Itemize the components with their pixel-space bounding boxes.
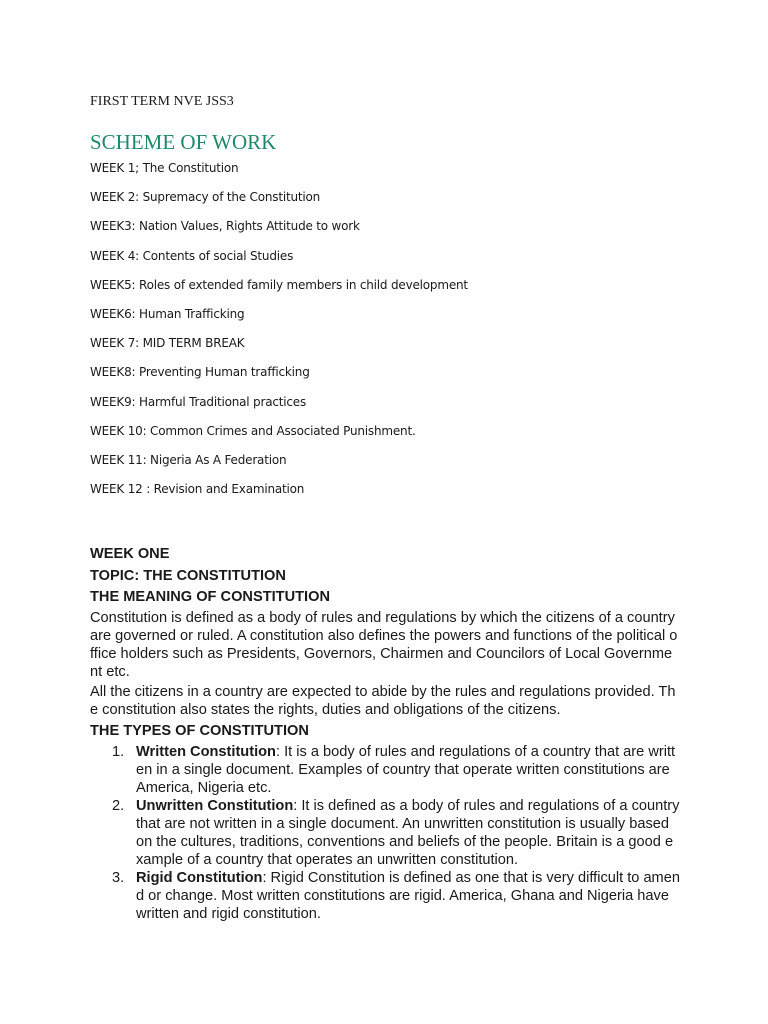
- term-label: Unwritten Constitution: [136, 798, 294, 814]
- types-heading: THE TYPES OF CONSTITUTION: [90, 722, 309, 739]
- list-number: 3.: [112, 870, 125, 886]
- document-header: FIRST TERM NVE JSS3: [90, 94, 234, 109]
- scheme-item: WEEK 11: Nigeria As A Federation: [90, 452, 287, 467]
- scheme-of-work-list: [90, 158, 468, 508]
- scheme-item: WEEK6: Human Trafficking: [90, 306, 245, 321]
- list-item: [90, 869, 680, 923]
- scheme-item: WEEK 1; The Constitution: [90, 161, 239, 175]
- scheme-item: WEEK 2: Supremacy of the Constitution: [90, 190, 321, 205]
- scheme-item: WEEK 10: Common Crimes and Associated Punishment.: [90, 423, 416, 438]
- scheme-of-work-title: SCHEME OF WORK: [90, 130, 277, 154]
- types-of-constitution-list: [90, 743, 680, 923]
- scheme-item: WEEK 7: MID TERM BREAK: [90, 336, 245, 351]
- meaning-heading: THE MEANING OF CONSTITUTION: [90, 589, 330, 605]
- topic-heading: TOPIC: THE CONSTITUTION: [90, 567, 286, 584]
- scheme-item: WEEK3: Nation Values, Rights Attitude to work: [90, 219, 360, 234]
- meaning-paragraph: All the citizens in a country are expected to abide by the rules and regulations provided. The constitution also states the rights, duties and obligations of the citizens.: [90, 683, 676, 718]
- week-heading: WEEK ONE: [90, 546, 170, 562]
- scheme-item: WEEK9: Harmful Traditional practices: [90, 394, 307, 409]
- scheme-item: WEEK5: Roles of extended family members in child development: [90, 277, 468, 292]
- term-label: Rigid Constitution: [136, 870, 263, 886]
- list-item: [90, 743, 680, 797]
- scheme-item: WEEK 12 : Revision and Examination: [90, 482, 305, 497]
- list-item: [90, 797, 680, 869]
- scheme-item: WEEK 4: Contents of social Studies: [90, 248, 294, 263]
- term-definition: : It is defined as a body of rules and regulations of a country that are not written in a single document. An unwritten constitution is usually based on the cultures, traditions, conventions and beliefs of the people. Britain is a good example of a country that operates an unwritten constitution.: [136, 798, 680, 868]
- scheme-item: WEEK8: Preventing Human trafficking: [90, 365, 310, 380]
- list-number: 2.: [112, 798, 125, 814]
- meaning-paragraph: Constitution is defined as a body of rules and regulations by which the citizens of a country are governed or ruled. A constitution also defines the powers and functions of the political office holders such as Presidents, Governors, Chairmen and Councilors of Local Government etc.: [90, 609, 678, 680]
- term-definition: : It is a body of rules and regulations of a country that are written in a single document. Examples of country that operate written constitutions are America, Nigeria etc.: [136, 744, 676, 796]
- term-label: Written Constitution: [136, 744, 276, 760]
- term-definition: : Rigid Constitution is defined as one that is very difficult to amend or change. Most written constitutions are rigid. America, Ghana and Nigeria have written and rigid constitution.: [136, 870, 680, 922]
- lesson-content: [90, 544, 680, 923]
- list-number: 1.: [112, 744, 125, 760]
